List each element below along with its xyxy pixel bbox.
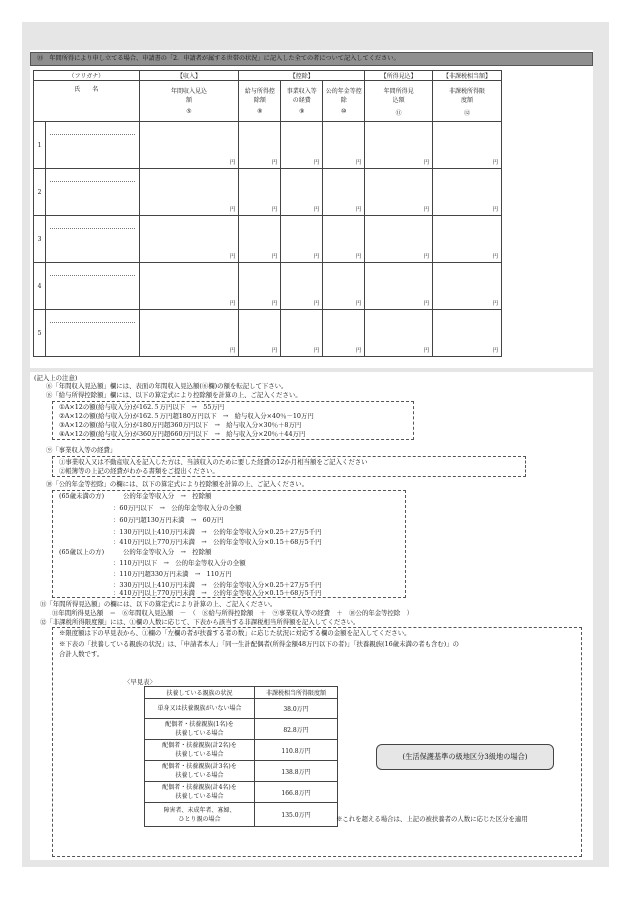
hayami-header-limit: 非課税相当所得限度額: [255, 687, 338, 699]
amount-input-cell[interactable]: [323, 122, 365, 169]
col11-num: ⑪: [395, 110, 402, 117]
hayami-status-line1: 配偶者・扶養親族(計3名)を: [162, 763, 237, 770]
note-8-box: [52, 401, 414, 440]
over65-3: ：330万円以上410万円未満 → 公的年金等収入分×0.25＋27万5千円: [113, 581, 322, 589]
hayami-note: ※これを超える場合は、上記の被扶養者の人数に応じた区分を適用: [336, 815, 528, 823]
row-number: 3: [34, 216, 46, 263]
amount-input-cell[interactable]: [239, 216, 281, 263]
note-8-3: ③A×12の額(給与収入分)が180万円超360万円以下 → 給与収入分×30％＋8万円: [59, 421, 302, 429]
name-input-cell[interactable]: [45, 169, 139, 216]
hayami-limit-cell: 110.8万円: [255, 740, 338, 761]
amount-input-cell[interactable]: [365, 310, 433, 357]
amount-input-cell[interactable]: [323, 216, 365, 263]
name-input-cell[interactable]: [45, 310, 139, 357]
col8-num: ⑧: [257, 108, 263, 115]
hayami-row: [145, 699, 338, 719]
hayami-status-line2: 扶養している場合: [175, 772, 224, 779]
hayami-status-line1: 配偶者・扶養親族(計4名)を: [162, 784, 237, 791]
furigana-divider: [50, 134, 135, 135]
yen-label: 円: [271, 160, 278, 166]
note-9-box: [52, 456, 526, 477]
yen-label: 円: [423, 254, 430, 260]
note-8-2: ②A×12の額(給与収入分)が162.５万円超180万円以下 → 給与収入分×40％－10万円: [59, 412, 314, 420]
group-nontax-label: 【非課税相当額】: [433, 71, 502, 81]
note-8-1: ①A×12の額(給与収入分)が162.５万円以下 → 55万円: [59, 403, 225, 411]
amount-input-cell[interactable]: [365, 216, 433, 263]
amount-input-cell[interactable]: [365, 122, 433, 169]
yen-label: 円: [313, 254, 320, 260]
hayami-status-line1: 障害者、未成年者、寡婦、: [163, 806, 236, 814]
yen-label: 円: [229, 254, 236, 260]
amount-input-cell[interactable]: [281, 216, 323, 263]
group-deduction-label: 【控除】: [239, 71, 365, 81]
yen-label: 円: [271, 207, 278, 213]
note-9-1: ①事業収入又は不動産収入を記入した方は、当該収入のために要した経費の12か月相当額をご記入ください: [59, 458, 368, 466]
furigana-divider: [50, 275, 135, 276]
hayami-status-line2: 扶養している場合: [175, 730, 224, 737]
hayami-status-cell: [145, 719, 255, 740]
amount-input-cell[interactable]: [365, 169, 433, 216]
hayami-limit-cell: 38.0万円: [255, 699, 338, 719]
col11-header: [365, 81, 433, 122]
note-8: ⑧「給与所得控除額」欄には、以下の算定式により控除額を計算の上、ご記入ください。: [46, 391, 302, 399]
col12-label: 非課税所得限度額: [449, 88, 486, 104]
hayami-header-status: 扶養している親族の状況: [145, 687, 255, 699]
furigana-divider: [50, 228, 135, 229]
col5-label: 年間収入見込額: [170, 88, 207, 104]
amount-input-cell[interactable]: [433, 310, 502, 357]
note-12-3: 合計人数です。: [59, 650, 104, 658]
amount-input-cell[interactable]: [281, 169, 323, 216]
row-number: 1: [34, 122, 46, 169]
yen-label: 円: [355, 254, 362, 260]
group-income-est-label: 【所得見込】: [365, 71, 433, 81]
furigana-divider: [50, 181, 135, 182]
name-input-cell[interactable]: [45, 216, 139, 263]
yen-label: 円: [423, 301, 430, 307]
hayami-title: 〈早見表〉: [124, 678, 156, 686]
over65-2: ：110万円超330万円未満 → 110万円: [113, 570, 232, 578]
row-number: 4: [34, 263, 46, 310]
amount-input-cell[interactable]: [239, 263, 281, 310]
note-12-2: ※下表の「扶養している親族の状況」は、「申請者本人」「同一生計配偶者(所得金額48万円以下の者)」「扶養親族(16歳未満の者も含む)」の: [59, 640, 460, 648]
name-label: 氏 名: [74, 86, 99, 93]
hayami-status-line1: 単身又は扶養親族がいない場合: [157, 705, 242, 712]
hayami-status-cell: [145, 803, 255, 827]
amount-input-cell[interactable]: [433, 122, 502, 169]
yen-label: 円: [229, 160, 236, 166]
yen-label: 円: [492, 348, 498, 354]
yen-label: 円: [355, 207, 362, 213]
col10-header: [323, 81, 365, 122]
over65-4: ：410万円以上770万円未満 → 公的年金等収入分×0.15＋68万5千円: [113, 589, 322, 597]
amount-input-cell[interactable]: [139, 263, 239, 310]
yen-label: 円: [492, 301, 498, 307]
hayami-status-line2: 扶養している場合: [175, 751, 224, 758]
amount-input-cell[interactable]: [433, 169, 502, 216]
row-number: 5: [34, 310, 46, 357]
hayami-status-cell: [145, 782, 255, 803]
name-input-cell[interactable]: [45, 122, 139, 169]
hayami-limit-cell: 138.8万円: [255, 761, 338, 782]
note-11-formula: ⑪年間所得見込額 ＝ ⑥年間収入見込額 － （ ⑧給与所得控除額 ＋ ⑨事業収入等の経費 ＋ ⑩公的年金等控除 ）: [52, 609, 414, 617]
amount-input-cell[interactable]: [433, 263, 502, 310]
name-header: [34, 81, 140, 122]
table-row: [34, 122, 502, 169]
note-9: ⑨「事業収入等の経費」: [46, 446, 117, 454]
yen-label: 円: [313, 348, 320, 354]
yen-label: 円: [423, 160, 430, 166]
group-income-label: 【収入】: [139, 71, 239, 81]
under65-4: ：410万円以上770万円未満 → 公的年金等収入分×0.15＋68万5千円: [113, 538, 322, 546]
amount-input-cell[interactable]: [433, 216, 502, 263]
yen-label: 円: [271, 348, 278, 354]
hayami-table: [144, 686, 338, 827]
yen-label: 円: [313, 301, 320, 307]
table-row: [34, 310, 502, 357]
amount-input-cell[interactable]: [239, 310, 281, 357]
yen-label: 円: [229, 207, 236, 213]
hayami-row: [145, 740, 338, 761]
note-11: ⑪「年間所得見込額」の欄には、以下の算定式により計算の上、ご記入ください。: [40, 600, 277, 608]
note-10-box: [52, 490, 406, 598]
amount-input-cell[interactable]: [239, 169, 281, 216]
yen-label: 円: [313, 207, 320, 213]
amount-input-cell[interactable]: [323, 310, 365, 357]
amount-input-cell[interactable]: [365, 263, 433, 310]
yen-label: 円: [229, 301, 236, 307]
under65-header: 公的年金等収入分 → 控除額: [123, 492, 212, 500]
notes-title: (記入上の注意): [34, 374, 78, 382]
note-10: ⑩「公的年金等控除」の欄には、以下の算定式により控除額を計算の上、ご記入ください。: [46, 480, 309, 488]
col5-header: [139, 81, 239, 122]
note-12-1: ※限度額は下の早見表から、①欄の「左欄の者が扶養する者の数」に応じた状況に対応する欄の金額を記入してください。: [59, 629, 411, 637]
hayami-limit-cell: 82.8万円: [255, 719, 338, 740]
name-input-cell[interactable]: [45, 263, 139, 310]
yen-label: 円: [271, 301, 278, 307]
hayami-row: [145, 719, 338, 740]
note-8-4: ④A×12の額(給与収入分)が360万円超660万円以下 → 給与収入分×20％＋44万円: [59, 430, 306, 438]
col9-num: ⑨: [299, 108, 305, 115]
row-number: 2: [34, 169, 46, 216]
under65-label: (65歳未満の方): [59, 492, 105, 500]
col10-label: 公的年金等控除: [325, 88, 362, 104]
under65-1: ：60万円以下 → 公的年金等収入分の全額: [113, 504, 242, 512]
hayami-status-line2: ひとり親の場合: [178, 815, 221, 823]
yen-label: 円: [423, 207, 430, 213]
yen-label: 円: [229, 348, 236, 354]
amount-input-cell[interactable]: [139, 310, 239, 357]
over65-header: 公的年金等収入分 → 控除額: [123, 548, 212, 556]
yen-label: 円: [313, 160, 320, 166]
hayami-limit-cell: 166.8万円: [255, 782, 338, 803]
col5-num: ⑤: [186, 108, 192, 115]
col12-header: [433, 81, 502, 122]
furigana-divider: [50, 322, 135, 323]
yen-label: 円: [271, 254, 278, 260]
amount-input-cell[interactable]: [323, 263, 365, 310]
yen-label: 円: [492, 207, 498, 213]
note-6: ⑥「年間収入見込額」欄には、表面の年間収入見込額(⑥欄)の額を転記して下さい。: [46, 382, 288, 390]
amount-input-cell[interactable]: [239, 122, 281, 169]
over65-1: ：110万円以下 → 公的年金等収入分の全額: [113, 559, 246, 567]
yen-label: 円: [355, 160, 362, 166]
hayami-status-line1: 配偶者・扶養親族(1名)を: [165, 721, 234, 728]
section-header: ㉝ 年間所得により申し立てる場合、申請書の「2．申請者が属する世帯の状況」に記入した全ての者について記入してください。: [30, 52, 593, 66]
hayami-row: [145, 803, 338, 827]
income-table: [33, 70, 502, 357]
hayami-status-cell: [145, 699, 255, 719]
hayami-row: [145, 782, 338, 803]
amount-input-cell[interactable]: [281, 310, 323, 357]
yen-label: 円: [355, 301, 362, 307]
amount-input-cell[interactable]: [281, 263, 323, 310]
amount-input-cell[interactable]: [139, 216, 239, 263]
under65-2: ：60万円超130万円未満 → 60万円: [113, 516, 224, 524]
amount-input-cell[interactable]: [139, 169, 239, 216]
over65-label: (65歳以上の方): [59, 548, 105, 556]
note-9-2: ②帳簿等の上記の経費がわかる書類をご提出ください。: [59, 467, 219, 475]
col8-label: 給与所得控除額: [244, 88, 275, 104]
table-row: [34, 216, 502, 263]
col12-num: ⑫: [464, 110, 471, 117]
hayami-row: [145, 761, 338, 782]
hayami-limit-cell: 135.0万円: [255, 803, 338, 827]
grade-oval: (生活保護基準の級地区分3級地の場合): [376, 744, 554, 770]
hayami-status-line2: 扶養している場合: [175, 793, 224, 800]
hayami-status-cell: [145, 740, 255, 761]
table-row: [34, 169, 502, 216]
col8-header: [239, 81, 281, 122]
yen-label: 円: [355, 348, 362, 354]
yen-label: 円: [492, 160, 498, 166]
hayami-status-line1: 配偶者・扶養親族(計2名)を: [162, 742, 237, 749]
under65-3: ：130万円以上410万円未満 → 公的年金等収入分×0.25＋27万5千円: [113, 528, 322, 536]
col9-label: 事業収入等の経費: [286, 88, 317, 104]
col11-label: 年間所得見込額: [383, 88, 414, 104]
furigana-label: （フリガナ）: [34, 71, 140, 81]
amount-input-cell[interactable]: [281, 122, 323, 169]
hayami-status-cell: [145, 761, 255, 782]
yen-label: 円: [492, 254, 498, 260]
table-row: [34, 263, 502, 310]
note-12: ⑫「非課税所得限度額」には、①欄の人数に応じて、下表から該当する非課税相当所得額を記入してください。: [40, 618, 360, 626]
col9-header: [281, 81, 323, 122]
yen-label: 円: [423, 348, 430, 354]
amount-input-cell[interactable]: [323, 169, 365, 216]
col10-num: ⑩: [341, 108, 347, 115]
amount-input-cell[interactable]: [139, 122, 239, 169]
